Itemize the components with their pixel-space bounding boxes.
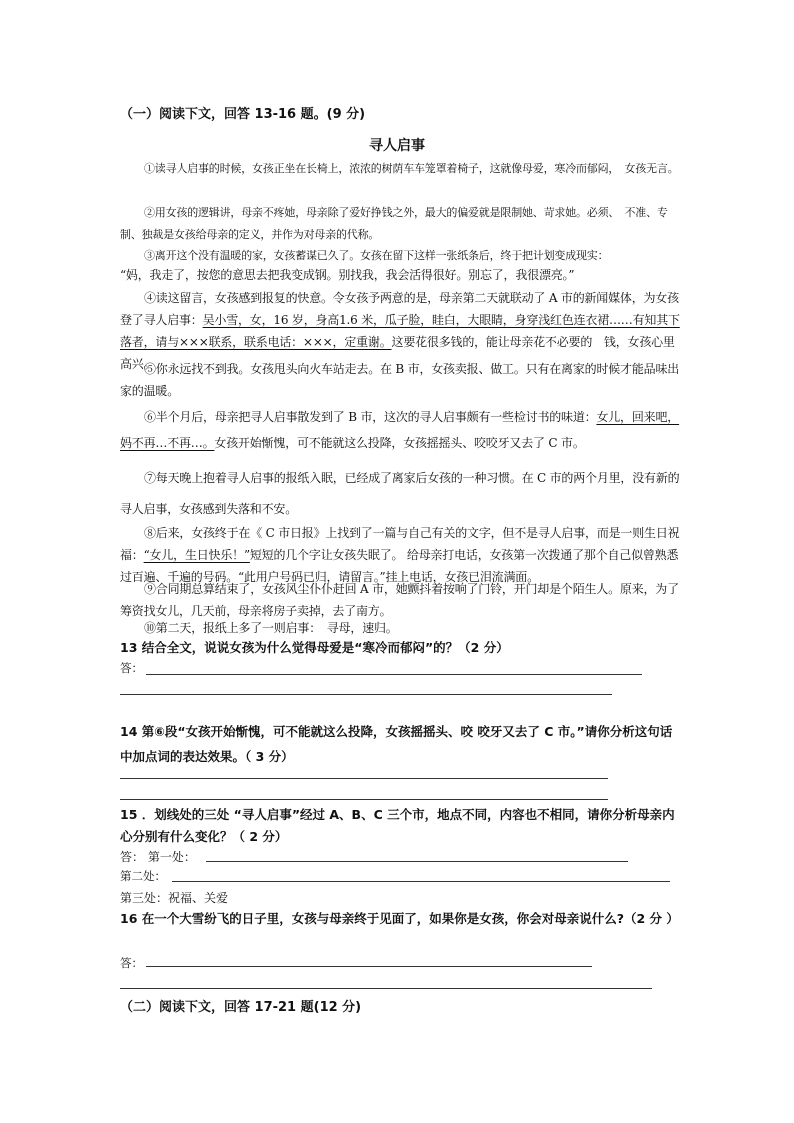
question-16: 16 在一个大雪纷飞的日子里，女孩与母亲终于见面了，如果你是女孩，你会对母亲说什么?（2 分 ） xyxy=(120,911,679,926)
answer-15-third: 第三处：祝福、关爱 xyxy=(120,891,229,905)
answer-line-16a[interactable] xyxy=(146,966,592,967)
paragraph-1: ①读寻人启事的时候，女孩正坐在长椅上，浓浓的树荫车车笼罩着椅子，这就像母爱，寒冷而郁闷， 女孩无言。 xyxy=(144,162,679,175)
paragraph-4-end: 这要花很多钱的，能让母亲花不必要的 钱，女孩心里高兴。 xyxy=(120,335,675,371)
notice-c-underlined: “女儿，生日快乐！” xyxy=(143,548,250,562)
paragraph-6-start: ⑥半个月后，母亲把寻人启事散发到了 B 市，这次的寻人启事颇有一些检讨书的味道： xyxy=(144,410,597,424)
question-13: 13 结合全文，说说女孩为什么觉得母爱是“寒冷而郁闷”的？（2 分） xyxy=(120,640,509,655)
article-title: 寻人启事 xyxy=(369,138,425,154)
paragraph-2: ②用女孩的逻辑讲，母亲不疼她，母亲除了爱好挣钱之外，最大的偏爱就是限制她、苛求她。必须、 不准、专制、独裁是女孩给母亲的定义，并作为对母亲的代称。 xyxy=(120,206,668,241)
paragraph-8-start: ⑧后来，女孩终于在《 C 市日报》上找到了一篇与自己有关的文字，但不是寻人启事，而是一则生日祝福： xyxy=(120,526,680,562)
answer-line-13a[interactable] xyxy=(146,674,642,675)
section-heading-2: （二）阅读下文，回答 17-21 题(12 分) xyxy=(120,1000,362,1015)
question-14: 14 第⑥段“女孩开始惭愧，可不能就这么投降，女孩摇摇头、咬 咬牙又去了 C 市。”请你分析这句话中加点词的表达效果。（ 3 分） xyxy=(120,724,673,764)
question-15: 15 ．划线处的三处 “寻人启事”经过 A、B、C 三个市，地点不同，内容也不相同，请你分析母亲内心分别有什么变化？（ 2 分） xyxy=(120,807,675,844)
answer-line-15b[interactable] xyxy=(172,881,670,882)
paragraph-6 xyxy=(120,404,680,456)
answer-line-14a[interactable] xyxy=(120,778,608,779)
paragraph-3-note: “妈，我走了，按您的意思去把我变成钢。别找我，我会活得很好。别忘了，我很漂亮。” xyxy=(120,268,575,282)
paragraph-8-end: 短短的几个字让女孩失眠了。 给母亲打电话，女孩第一次拨通了那个自己似曾熟悉过百遍、千遍的号码。“此用户号码已归，请留言。”挂上电话，女孩已泪流满面。 xyxy=(120,548,679,584)
paragraph-7: ⑦每天晚上抱着寻人启事的报纸入眠，已经成了离家后女孩的一种习惯。在 C 市的两个月里，没有新的寻人启事，女孩感到失落和不安。 xyxy=(120,471,680,516)
answer-label-13: 答： xyxy=(120,661,143,675)
paragraph-3: ③离开这个没有温暖的家，女孩蓄谋已久了。女孩在留下这样一张纸条后，终于把计划变成现实： xyxy=(144,249,609,262)
section-heading-1: （一）阅读下文，回答 13-16 题。(9 分) xyxy=(120,107,366,122)
answer-label-16: 答： xyxy=(120,956,143,970)
notice-a-underlined: 吴小雪，女，16 岁，身高1.6 米，瓜子脸，眭白，大眼睛，身穿浅红色连衣裙……有知其下落者，请与×××联系，联系电话：×××，定重谢。 xyxy=(120,313,680,349)
paragraph-9: ⑨合同期总算结束了，女孩风尘仆仆赶回 A 市，她颤抖着按响了门铃，开门却是个陌生人。原来，为了筹资找女儿，几天前，母亲将房子卖掉，去了南方。 xyxy=(120,582,679,618)
answer-line-16b[interactable] xyxy=(120,988,652,989)
notice-b-underlined: 女儿，回来吧，妈不再…不再…。 xyxy=(120,410,680,450)
paragraph-10: ⑩第二天，报纸上多了一则启事： 寻母，速归。 xyxy=(144,621,398,635)
answer-line-15a[interactable] xyxy=(206,861,628,862)
answer-15-second-label: 第二处： xyxy=(120,869,166,883)
answer-line-13b[interactable] xyxy=(120,694,612,695)
paragraph-6-end: 女孩开始惭愧，可不能就这么投降，女孩摇摇头、咬咬牙又去了 C 市。 xyxy=(214,436,585,450)
paragraph-5: ⑤你永远找不到我。女孩甩头向火车站走去。在 B 市，女孩卖报、做工。只有在离家的时候才能品味出家的温暖。 xyxy=(120,362,680,398)
answer-line-14b[interactable] xyxy=(120,799,608,800)
paragraph-4-start: ④读这留言，女孩感到报复的快意。令女孩予两意的是，母亲第二天就联动了 A 市的新闻媒体，为女孩登了寻人启事： xyxy=(120,291,679,327)
answer-15-first-label: 答： 第一处： xyxy=(120,850,196,864)
